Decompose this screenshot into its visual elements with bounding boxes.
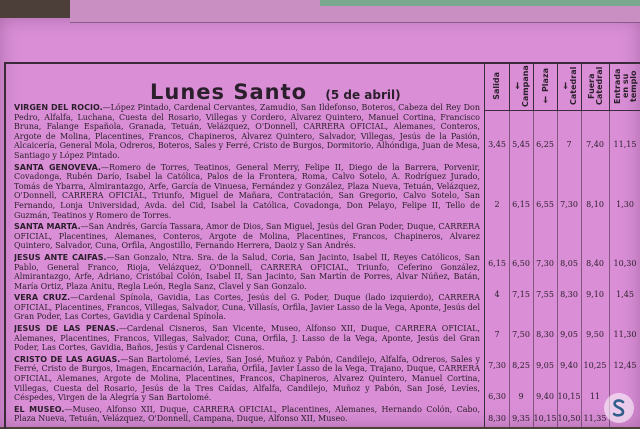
brotherhood-name: SANTA GENOVEVA. — [14, 162, 101, 172]
watermark-glyph — [608, 397, 630, 419]
time-cell: 6,55 — [536, 199, 554, 209]
time-cell: 10,15 — [533, 414, 557, 423]
schedule-row — [485, 330, 640, 340]
time-cell: 7 — [494, 330, 500, 340]
time-cell: 7,40 — [586, 140, 604, 149]
day-title: Lunes Santo — [150, 80, 308, 104]
procession-entry — [14, 324, 480, 353]
brotherhood-name: VIRGEN DEL ROCIO. — [14, 103, 103, 112]
time-cell: 9,05 — [536, 361, 554, 371]
route-text: —Museo, Alfonso XII, Duque, CARRERA OFICIAL, Placentines, Alemanes, Hernando Colón, Cabo, Plaza Nueva, Tetuán, Velázquez, O'Donnell, Campana, Duque, Alfonso XII, Museo. — [14, 404, 480, 424]
time-cell: 11 — [589, 391, 601, 401]
time-cell: 7,50 — [512, 330, 530, 340]
time-cell: 8,40 — [586, 259, 604, 269]
procession-entry — [14, 293, 480, 322]
time-cell: 8,25 — [512, 361, 530, 371]
column-label: Fuera Catedral — [587, 66, 604, 106]
column-label: † Campana — [513, 65, 530, 107]
time-cell: 1,45 — [616, 289, 634, 299]
schedule-row — [485, 290, 640, 300]
time-cell: 10,30 — [613, 259, 637, 269]
route-text: —San Andrés, García Tassara, Amor de Dios, San Miguel, Jesús del Gran Poder, Duque, CARRERA OFICIAL, Placentines, Alemanes, Conteros, Argote de Molina, Placentines, Francos, Chapineros, Alvarez Quintero, Salvador, Cuna, Orfila, Angostillo, Fernando Herrera, Daoiz y San Andrés. — [14, 222, 480, 251]
column-header-catedral — [557, 62, 582, 110]
column-label: Salida — [492, 72, 501, 100]
time-cell: 9,50 — [586, 330, 604, 340]
column-label: Entrada en su templo — [613, 68, 638, 104]
column-header-campana — [509, 62, 534, 110]
schedule-columns — [484, 62, 640, 427]
route-text: —Cardenal Spínola, Gavidia, Las Cortes, Jesús del G. Poder, Duque (lado izquierdo), CARRERA OFICIAL, Placentines, Francos, Villegas, Salvador, Cuna, Villasís, Orfila, Javier Lasso de la Vega, Aponte, Jesús del Gran Poder, Las Cortes, Gavidia y Cardenal Spínola. — [14, 293, 480, 322]
procession-entry — [14, 253, 480, 291]
time-cell: 5,45 — [512, 140, 530, 149]
time-cell: 9,35 — [512, 414, 530, 423]
column-label: † Catedral — [561, 66, 578, 106]
time-cell: 7 — [566, 140, 572, 149]
column-label: † Plaza — [541, 68, 550, 104]
time-cell: 12,45 — [613, 361, 637, 371]
column-header-fuera-catedral — [581, 62, 610, 110]
brotherhood-name: JESUS DE LAS PENAS. — [14, 324, 119, 334]
brotherhood-name: VERA CRUZ. — [14, 293, 71, 303]
column-header-entrada — [609, 62, 640, 110]
brotherhood-name: SANTA MARTA. — [14, 222, 81, 232]
time-cell: 7,15 — [512, 289, 530, 299]
time-cell: 2 — [494, 199, 500, 209]
time-cell: 1,30 — [616, 199, 634, 209]
page-title — [150, 80, 401, 104]
time-cell: 11,30 — [613, 330, 637, 340]
route-text: —Romero de Torres, Teatinos, General Merry, Felipe II, Diego de la Barrera, Porvenir, Covadonga, Rubén Darío, Isabel la Católica, Palos de la Frontera, Roma, Calvo Sotelo, A. Rodríguez Jurado, Tomás de Ybarra, Almirantazgo, Arfe, García de Vinuesa, Fernández y González, Plaza Nueva, Tetuán, Velázquez, O'Donnell, CARRERA OFICIAL, Triunfo, Miguel de Mañara, Contratación, San Gregorio, Calvo Sotelo, San Fernando, Lonja Universidad, Avda. del Cid, Isabel la Católica, Covadonga, Don Pelayo, Felipe II, Tello de Guzmán, Teatinos y Romero de Torres. — [14, 162, 480, 220]
schedule-row — [485, 140, 640, 150]
brotherhood-name: EL MUSEO. — [14, 404, 65, 414]
cover-edge — [320, 0, 640, 6]
time-cell: 7,30 — [488, 361, 506, 371]
time-cell: 9,05 — [560, 330, 578, 340]
time-cell: 8,30 — [536, 330, 554, 340]
time-cell: 8,30 — [560, 289, 578, 299]
time-cell: 7,30 — [560, 199, 578, 209]
time-cell: 10,25 — [583, 361, 607, 371]
column-header-salida — [485, 62, 509, 110]
time-cell: 7,30 — [536, 259, 554, 269]
column-header-plaza — [533, 62, 558, 110]
time-cell: 11,35 — [583, 414, 607, 423]
time-cell: 3,45 — [488, 140, 506, 149]
time-cell: 8,10 — [586, 199, 604, 209]
page-top-edge — [70, 0, 640, 23]
time-cell: 8,05 — [560, 259, 578, 269]
schedule-row — [485, 200, 640, 210]
time-cell: 7,55 — [536, 289, 554, 299]
route-text: —Cardenal Cisneros, San Vicente, Museo, Alfonso XII, Duque, CARRERA OFICIAL, Alemanes, Placentines, Francos, Villegas, Salvador, Cuna, Orfila, J. Lasso de la Vega, Aponte, Jesús del Gran Poder, Las Cortes, Gavidia, Baños, Jesús y Cardenal Cisneros. — [14, 324, 480, 353]
time-cell: 10,15 — [557, 391, 581, 401]
time-cell: 6,30 — [488, 391, 506, 401]
route-text: —López Pintado, Cardenal Cervantes, Zamudio, San Ildefonso, Boteros, Cabeza del Rey Don Pedro, Alfalfa, Luchana, Cuesta del Rosario, Villegas y Cordero, Alvarez Quintero, Manuel Cortina, Francisco Bruna, Falange Española, Granada, Tetuán, Velázquez, O'Donnell, CARRERA OFICIAL, Alemanes, Conteros, Argote de Molina, Placentines, Francos, Chapineros, Alvarez Quintero, Salvador, Villegas, Jesús de la Pasión, Alcaicería, General Mola, Odreros, Boteros, Sales y Ferré, Cristo de Burgos, Dormitorio, Alhóndiga, Juan de Mesa, Santiago y López Pintado. — [14, 103, 480, 160]
time-cell: 10,50 — [557, 414, 581, 423]
time-cell: 6,25 — [536, 140, 554, 149]
procession-entry — [14, 222, 480, 251]
watermark-s-icon — [604, 393, 634, 423]
procession-entry — [14, 405, 480, 424]
procession-entry — [14, 163, 480, 221]
time-cell: 4 — [494, 289, 500, 299]
brotherhood-name: JESUS ANTE CAIFAS. — [14, 252, 107, 262]
time-cell: 8,30 — [488, 414, 506, 423]
time-cell: 6,15 — [488, 259, 506, 269]
time-cell: 9,10 — [586, 289, 604, 299]
time-cell: 9 — [518, 391, 524, 401]
day-date: (5 de abril) — [325, 88, 401, 102]
time-cell: 9,40 — [560, 361, 578, 371]
time-cell: 6,50 — [512, 259, 530, 269]
route-text: —San Bartolomé, Levíes, San José, Muñoz y Pabón, Candilejo, Alfalfa, Odreros, Sales y Ferré, Cristo de Burgos, Imagen, Encarnación, Laraña, Orfila, Javier Lasso de la Vega, Trajano, Duque, CARRERA OFICIAL, Alemanes, Argote de Molina, Placentines, Francos, Chapineros, Alvarez Quintero, Manuel Cortina, Villegas, Cuesta del Rosario, Jesús de la Tres Caídas, Alfalfa, Candilejo, Muñoz y Pabón, San José, Levíes, Céspedes, Virgen de la Alegría y San Bartolomé. — [14, 354, 480, 403]
procession-entry — [14, 103, 480, 161]
time-cell: 9,40 — [536, 391, 554, 401]
time-cell: 6,15 — [512, 199, 530, 209]
schedule-row — [485, 361, 640, 371]
procession-list — [14, 103, 480, 427]
time-cell: 11,15 — [613, 140, 637, 149]
route-text: —San Gonzalo, Ntra. Sra. de la Salud, Coria, San Jacinto, Isabel II, Reyes Católicos, San Pablo, General Franco, Rioja, Velázquez, O'Donnell, CARRERA OFICIAL, Triunfo, Ceferino González, Almirantazgo, Arfe, Adriano, Cristóbal Colón, Isabel II, San Jacinto, San Martín de Porres, Alvar Núñez, Batán, María Ortiz, Plaza Anitu, Regla León, Regla Sanz, Clavel y San Gonzalo. — [14, 252, 480, 291]
schedule-row — [485, 259, 640, 269]
brotherhood-name: CRISTO DE LAS AGUAS. — [14, 354, 121, 364]
procession-entry — [14, 355, 480, 403]
